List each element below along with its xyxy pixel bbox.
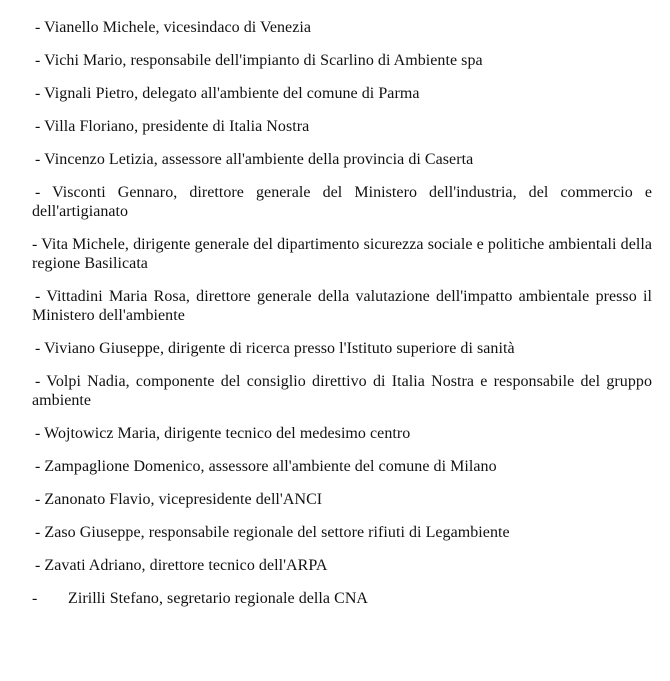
document-page <box>32 18 652 622</box>
list-item: - Vincenzo Letizia, assessore all'ambiente della provincia di Caserta <box>35 151 474 168</box>
list-item: - Zampaglione Domenico, assessore all'ambiente del comune di Milano <box>35 458 497 475</box>
list-item: - Zavati Adriano, direttore tecnico dell'ARPA <box>35 557 328 574</box>
list-item: - Vianello Michele, vicesindaco di Venezia <box>35 19 312 36</box>
list-item: - Vichi Mario, responsabile dell'impianto di Scarlino di Ambiente spa <box>35 52 483 69</box>
list-item: - Volpi Nadia, componente del consiglio direttivo di Italia Nostra e responsabile del gruppo ambiente <box>32 373 652 409</box>
list-item: - Villa Floriano, presidente di Italia Nostra <box>35 118 310 135</box>
list-item-text: Zirilli Stefano, segretario regionale della CNA <box>68 590 369 607</box>
list-item: - Viviano Giuseppe, dirigente di ricerca presso l'Istituto superiore di sanità <box>35 340 515 357</box>
list-item: - Vignali Pietro, delegato all'ambiente del comune di Parma <box>35 85 420 102</box>
list-dash: - <box>32 590 38 607</box>
list-item-last <box>32 589 652 608</box>
list-item: - Vita Michele, dirigente generale del dipartimento sicurezza sociale e politiche ambientali della regione Basilicata <box>32 236 652 272</box>
list-item: - Visconti Gennaro, direttore generale del Ministero dell'industria, del commercio e dell'artigianato <box>32 184 652 220</box>
list-item: - Zanonato Flavio, vicepresidente dell'ANCI <box>35 491 323 508</box>
list-item: - Vittadini Maria Rosa, direttore generale della valutazione dell'impatto ambientale presso il Ministero dell'ambiente <box>32 288 652 324</box>
list-item: - Zaso Giuseppe, responsabile regionale del settore rifiuti di Legambiente <box>35 524 510 541</box>
list-item: - Wojtowicz Maria, dirigente tecnico del medesimo centro <box>35 425 411 442</box>
